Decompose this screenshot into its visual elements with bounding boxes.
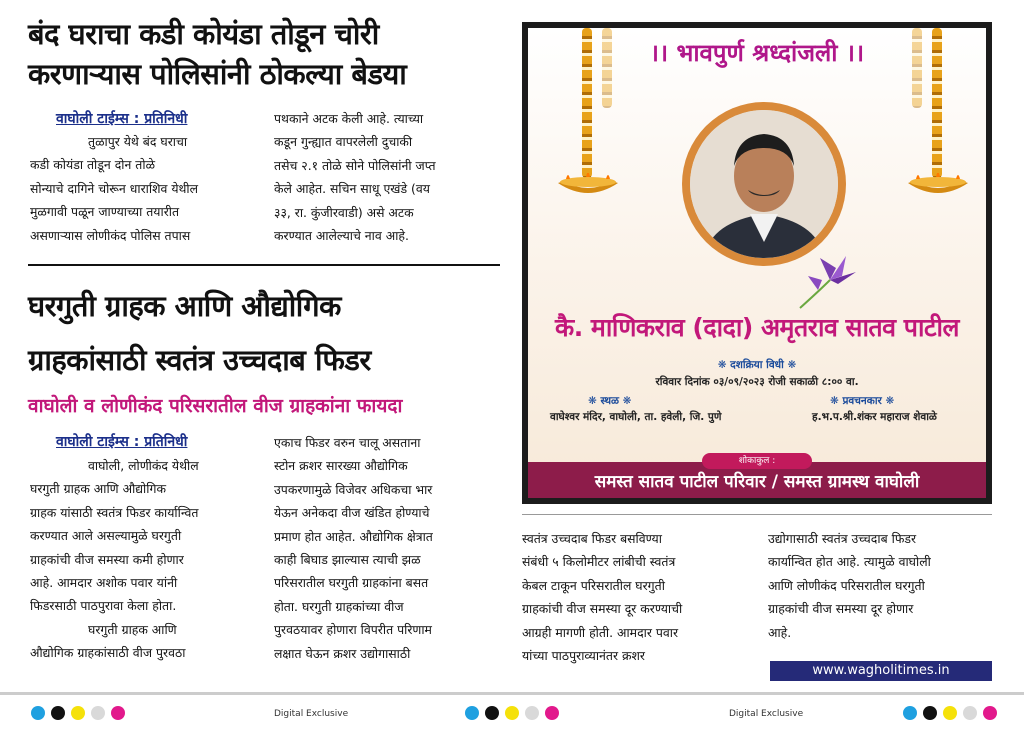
portrait-illustration [690, 110, 838, 258]
text-line: ग्राहकांची वीज समस्या दूर करण्याची [522, 601, 683, 617]
text-line: काही बिघाड झाल्यास त्याची झळ [274, 552, 421, 568]
text-line: पथकाने अटक केली आहे. त्याच्या [274, 111, 424, 126]
text-line: ग्राहकांची वीज समस्या कमी होणार [30, 551, 184, 567]
text-line: तुळापुर येथे बंद घराचा [88, 134, 188, 149]
story2-column-2 [274, 431, 498, 665]
story-divider [28, 264, 500, 266]
text-line: ३३, रा. कुंजीरवाडी) असे अटक [274, 204, 414, 220]
story2-column-4 [768, 527, 992, 644]
footer-label-left: Digital Exclusive [274, 709, 349, 719]
text-line: येऊन अनेकदा वीज खंडित होण्याचे [274, 505, 430, 521]
text-line: ग्राहकांची वीज समस्या दूर होणार [768, 601, 914, 617]
text-line: आहे. [768, 624, 792, 640]
mourners-text: समस्त सातव पाटील परिवार / समस्त ग्रामस्थ वाघोली [594, 472, 920, 492]
text-line: करण्यात आले असल्यामुळे घरगुती [30, 528, 182, 544]
text-line: यांच्या पाठपुराव्यानंतर क्रशर [522, 648, 645, 664]
text-line: केले आहेत. सचिन साधू एखंडे (वय [274, 181, 430, 197]
text-line: ग्राहक यांसाठी स्वतंत्र फिडर कार्यान्वित [30, 504, 199, 520]
text-line: कडून गुन्ह्यात वापरलेली दुचाकी [274, 134, 413, 150]
portrait-photo [690, 110, 838, 258]
oil-lamp-right-icon [906, 173, 970, 203]
text-line: घरगुती ग्राहक आणि औद्योगिक [30, 481, 166, 497]
swatch-yellow [71, 706, 85, 720]
text-line: पुरवठयावर होणारा विपरीत परिणाम [274, 622, 432, 638]
text-line: उपकरणामुळे विजेवर अधिकचा भार [274, 481, 433, 497]
story2-byline: वाघोली टाईम्स : प्रतिनिधी [56, 434, 188, 450]
story2-headline-line2: ग्राहकांसाठी स्वतंत्र उच्चदाब फिडर [28, 343, 371, 377]
ritual-date: रविवार दिनांक ०३/०९/२०२३ रोजी सकाळी ८:०० वा. [655, 376, 859, 388]
swatch-magenta [111, 706, 125, 720]
story1-headline-line1: बंद घराचा कडी कोयंडा तोडून चोरी [28, 17, 379, 51]
text-line: स्टोन क्रशर सारख्या औद्योगिक [274, 458, 408, 474]
ritual-label: ❋ दशक्रिया विधी ❋ [717, 359, 797, 371]
story1-headline-line2: करणाऱ्यास पोलिसांनी ठोकल्या बेडया [28, 57, 407, 91]
story2-column-3 [522, 527, 748, 667]
swatch-gray [91, 706, 105, 720]
text-line: स्वतंत्र उच्चदाब फिडर बसविण्या [522, 531, 662, 546]
text-line: उद्योगासाठी स्वतंत्र उच्चदाब फिडर [768, 531, 917, 546]
swatch-cyan [465, 706, 479, 720]
ad-title: ।। भावपुर्ण श्रध्दांजली ।। [649, 39, 865, 67]
story2-subheadline: वाघोली व लोणीकंद परिसरातील वीज ग्राहकांना फायदा [28, 395, 403, 417]
text-line: प्रमाण होत आहेत. औद्योगिक क्षेत्रात [274, 528, 433, 544]
swatch-black [485, 706, 499, 720]
text-line: आहे. आमदार अशोक पवार यांनी [30, 575, 178, 591]
text-line: कार्यान्वित होत आहे. त्यामुळे वाघोली [768, 554, 931, 570]
story1-byline: वाघोली टाईम्स : प्रतिनिधी [56, 111, 188, 127]
text-line: फिडरसाठी पाठपुरावा केला होता. [30, 598, 177, 614]
text-line: संबंधी ५ किलोमीटर लांबीची स्वतंत्र [522, 554, 676, 570]
swatch-yellow [943, 706, 957, 720]
swatch-black [51, 706, 65, 720]
swatch-cyan [903, 706, 917, 720]
venue: वाघेश्वर मंदिर, वाघोली, ता. हवेली, जि. पुणे [550, 411, 722, 423]
footer-rule [0, 692, 1024, 695]
story1-column-2 [274, 107, 498, 247]
ad-bottom-divider [522, 514, 992, 515]
story2-column-1 [30, 454, 252, 665]
text-line: वाघोली, लोणीकंद येथील [88, 458, 199, 473]
story2-headline-line1: घरगुती ग्राहक आणि औद्योगिक [28, 289, 341, 323]
text-line: कडी कोयंडा तोडून दोन तोळे [30, 157, 155, 173]
footer-label-right: Digital Exclusive [729, 709, 804, 719]
swatch-black [923, 706, 937, 720]
text-line: तसेच २.१ तोळे सोने पोलिसांनी जप्त [274, 157, 436, 173]
text-line: करण्यात आलेल्याचे नाव आहे. [274, 228, 409, 244]
text-line: असणाऱ्यास लोणीकंद पोलिस तपास [30, 227, 191, 243]
venue-label: ❋ स्थळ ❋ [588, 395, 632, 407]
text-line: केबल टाकून परिसरातील घरगुती [522, 577, 665, 593]
speaker-label: ❋ प्रवचनकार ❋ [830, 395, 895, 407]
swatch-yellow [505, 706, 519, 720]
text-line: आणि लोणीकंद परिसरातील घरगुती [768, 577, 925, 593]
swatch-magenta [545, 706, 559, 720]
text-line: एकाच फिडर वरुन चालू असताना [274, 435, 421, 450]
swatch-gray [525, 706, 539, 720]
text-line: औद्योगिक ग्राहकांसाठी वीज पुरवठा [30, 645, 186, 661]
swatch-cyan [31, 706, 45, 720]
text-line: मुळगावी पळून जाण्याच्या तयारीत [30, 204, 180, 220]
text-line: परिसरातील घरगुती ग्राहकांना बसत [274, 575, 429, 591]
story1-column-1 [30, 130, 252, 247]
crocus-flowers-icon [790, 250, 870, 310]
mourners-label: शोकाकुल : [702, 453, 812, 469]
oil-lamp-left-icon [556, 173, 620, 203]
speaker: ह.भ.प.श्री.शंकर महाराज शेवाळे [812, 411, 937, 423]
text-line: आग्रही मागणी होती. आमदार पवार [522, 624, 679, 640]
deceased-name: कै. माणिकराव (दादा) अमृतराव सातव पाटील [555, 313, 959, 342]
ad-background [528, 28, 986, 498]
text-line: सोन्याचे दागिने चोरून धाराशिव येथील [30, 180, 199, 196]
swatch-gray [963, 706, 977, 720]
text-line: लक्षात घेऊन क्रशर उद्योगासाठी [274, 645, 411, 661]
website-banner[interactable]: www.wagholitimes.in [770, 661, 992, 681]
tribute-advertisement [522, 22, 992, 504]
swatch-magenta [983, 706, 997, 720]
text-line: होता. घरगुती ग्राहकांच्या वीज [274, 598, 404, 614]
text-line: घरगुती ग्राहक आणि [88, 621, 177, 637]
